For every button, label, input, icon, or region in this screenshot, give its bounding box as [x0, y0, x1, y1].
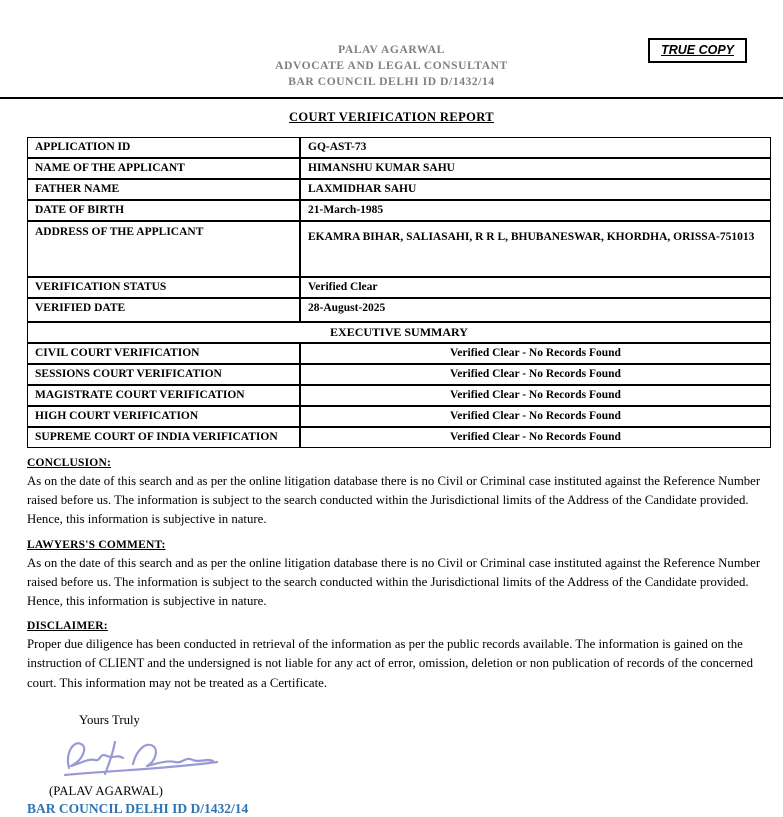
field-value: EKAMRA BIHAR, SALIASAHI, R R L, BHUBANESWAR, KHORDHA, ORISSA-751013 [300, 221, 771, 277]
summary-label: SUPREME COURT OF INDIA VERIFICATION [27, 427, 300, 448]
field-label: VERIFIED DATE [27, 298, 300, 322]
summary-row-high-court [27, 406, 771, 427]
field-label: VERIFICATION STATUS [27, 277, 300, 298]
summary-row-sessions-court [27, 364, 771, 385]
executive-summary-header-row [27, 322, 771, 343]
field-label: ADDRESS OF THE APPLICANT [27, 221, 300, 277]
field-value: LAXMIDHAR SAHU [300, 179, 771, 200]
table-row-application-id [27, 137, 771, 158]
field-label: NAME OF THE APPLICANT [27, 158, 300, 179]
summary-row-civil-court [27, 343, 771, 364]
field-label: DATE OF BIRTH [27, 200, 300, 221]
summary-label: HIGH COURT VERIFICATION [27, 406, 300, 427]
footer-bar-id: BAR COUNCIL DELHI ID D/1432/14 [27, 800, 249, 816]
true-copy-stamp: TRUE COPY [648, 38, 747, 63]
disclaimer-body: Proper due diligence has been conducted in retrieval of the information as per the public records available. The information is gained on the instruction of CLIENT and the undersigned is not liable for any act of error, omission, deletion or non publication of records of the concerned court. This information may not be treated as a Certificate. [27, 637, 753, 690]
table-row-applicant-name [27, 158, 771, 179]
lawyers-comment-body: As on the date of this search and as per the online litigation database there is no Civil or Criminal case instituted against the Reference Number raised before us. The information is subject to the search conducted within the Jurisdictional limits of the Address of the Candidate provided. Hence, this information is subjective in nature. [27, 555, 761, 608]
summary-value: Verified Clear - No Records Found [300, 406, 771, 427]
signature [55, 734, 771, 784]
letterhead-name: PALAV AGARWAL [338, 44, 445, 56]
section-conclusion [27, 457, 771, 530]
field-value: GQ-AST-73 [300, 137, 771, 158]
table-row-verification-status [27, 277, 771, 298]
closing-text: Yours Truly [79, 712, 140, 727]
table-row-verified-date [27, 298, 771, 322]
conclusion-heading: CONCLUSION: [27, 457, 111, 469]
field-label: FATHER NAME [27, 179, 300, 200]
table-row-date-of-birth [27, 200, 771, 221]
header-divider-rule [0, 97, 783, 99]
signature-image [55, 734, 225, 784]
summary-row-magistrate-court [27, 385, 771, 406]
report-content [27, 137, 771, 817]
field-value: 21-March-1985 [300, 200, 771, 221]
summary-label: MAGISTRATE COURT VERIFICATION [27, 385, 300, 406]
letterhead-bar-id: BAR COUNCIL DELHI ID D/1432/14 [288, 76, 495, 88]
letterhead-role: ADVOCATE AND LEGAL CONSULTANT [275, 60, 508, 72]
summary-value: Verified Clear - No Records Found [300, 385, 771, 406]
field-value: Verified Clear [300, 277, 771, 298]
field-value: HIMANSHU KUMAR SAHU [300, 158, 771, 179]
table-row-father-name [27, 179, 771, 200]
disclaimer-heading: DISCLAIMER: [27, 620, 108, 633]
conclusion-body: As on the date of this search and as per the online litigation database there is no Civil or Criminal case instituted against the Reference Number raised before us. The information is subject to the search conducted within the Jurisdictional limits of the Address of the Candidate provided. Hence, this information is subjective in nature. [27, 474, 761, 527]
summary-value: Verified Clear - No Records Found [300, 364, 771, 385]
summary-value: Verified Clear - No Records Found [300, 427, 771, 448]
summary-row-supreme-court [27, 427, 771, 448]
signatory-name: (PALAV AGARWAL) [49, 783, 163, 798]
report-title: COURT VERIFICATION REPORT [289, 110, 494, 124]
executive-summary-title: EXECUTIVE SUMMARY [27, 322, 771, 343]
summary-label: CIVIL COURT VERIFICATION [27, 343, 300, 364]
summary-label: SESSIONS COURT VERIFICATION [27, 364, 300, 385]
verification-table [27, 137, 771, 448]
table-row-address [27, 221, 771, 277]
field-value: 28-August-2025 [300, 298, 771, 322]
section-lawyers-comment [27, 539, 771, 612]
section-disclaimer [27, 620, 771, 693]
field-label: APPLICATION ID [27, 137, 300, 158]
summary-value: Verified Clear - No Records Found [300, 343, 771, 364]
lawyers-comment-heading: LAWYERS'S COMMENT: [27, 538, 166, 551]
